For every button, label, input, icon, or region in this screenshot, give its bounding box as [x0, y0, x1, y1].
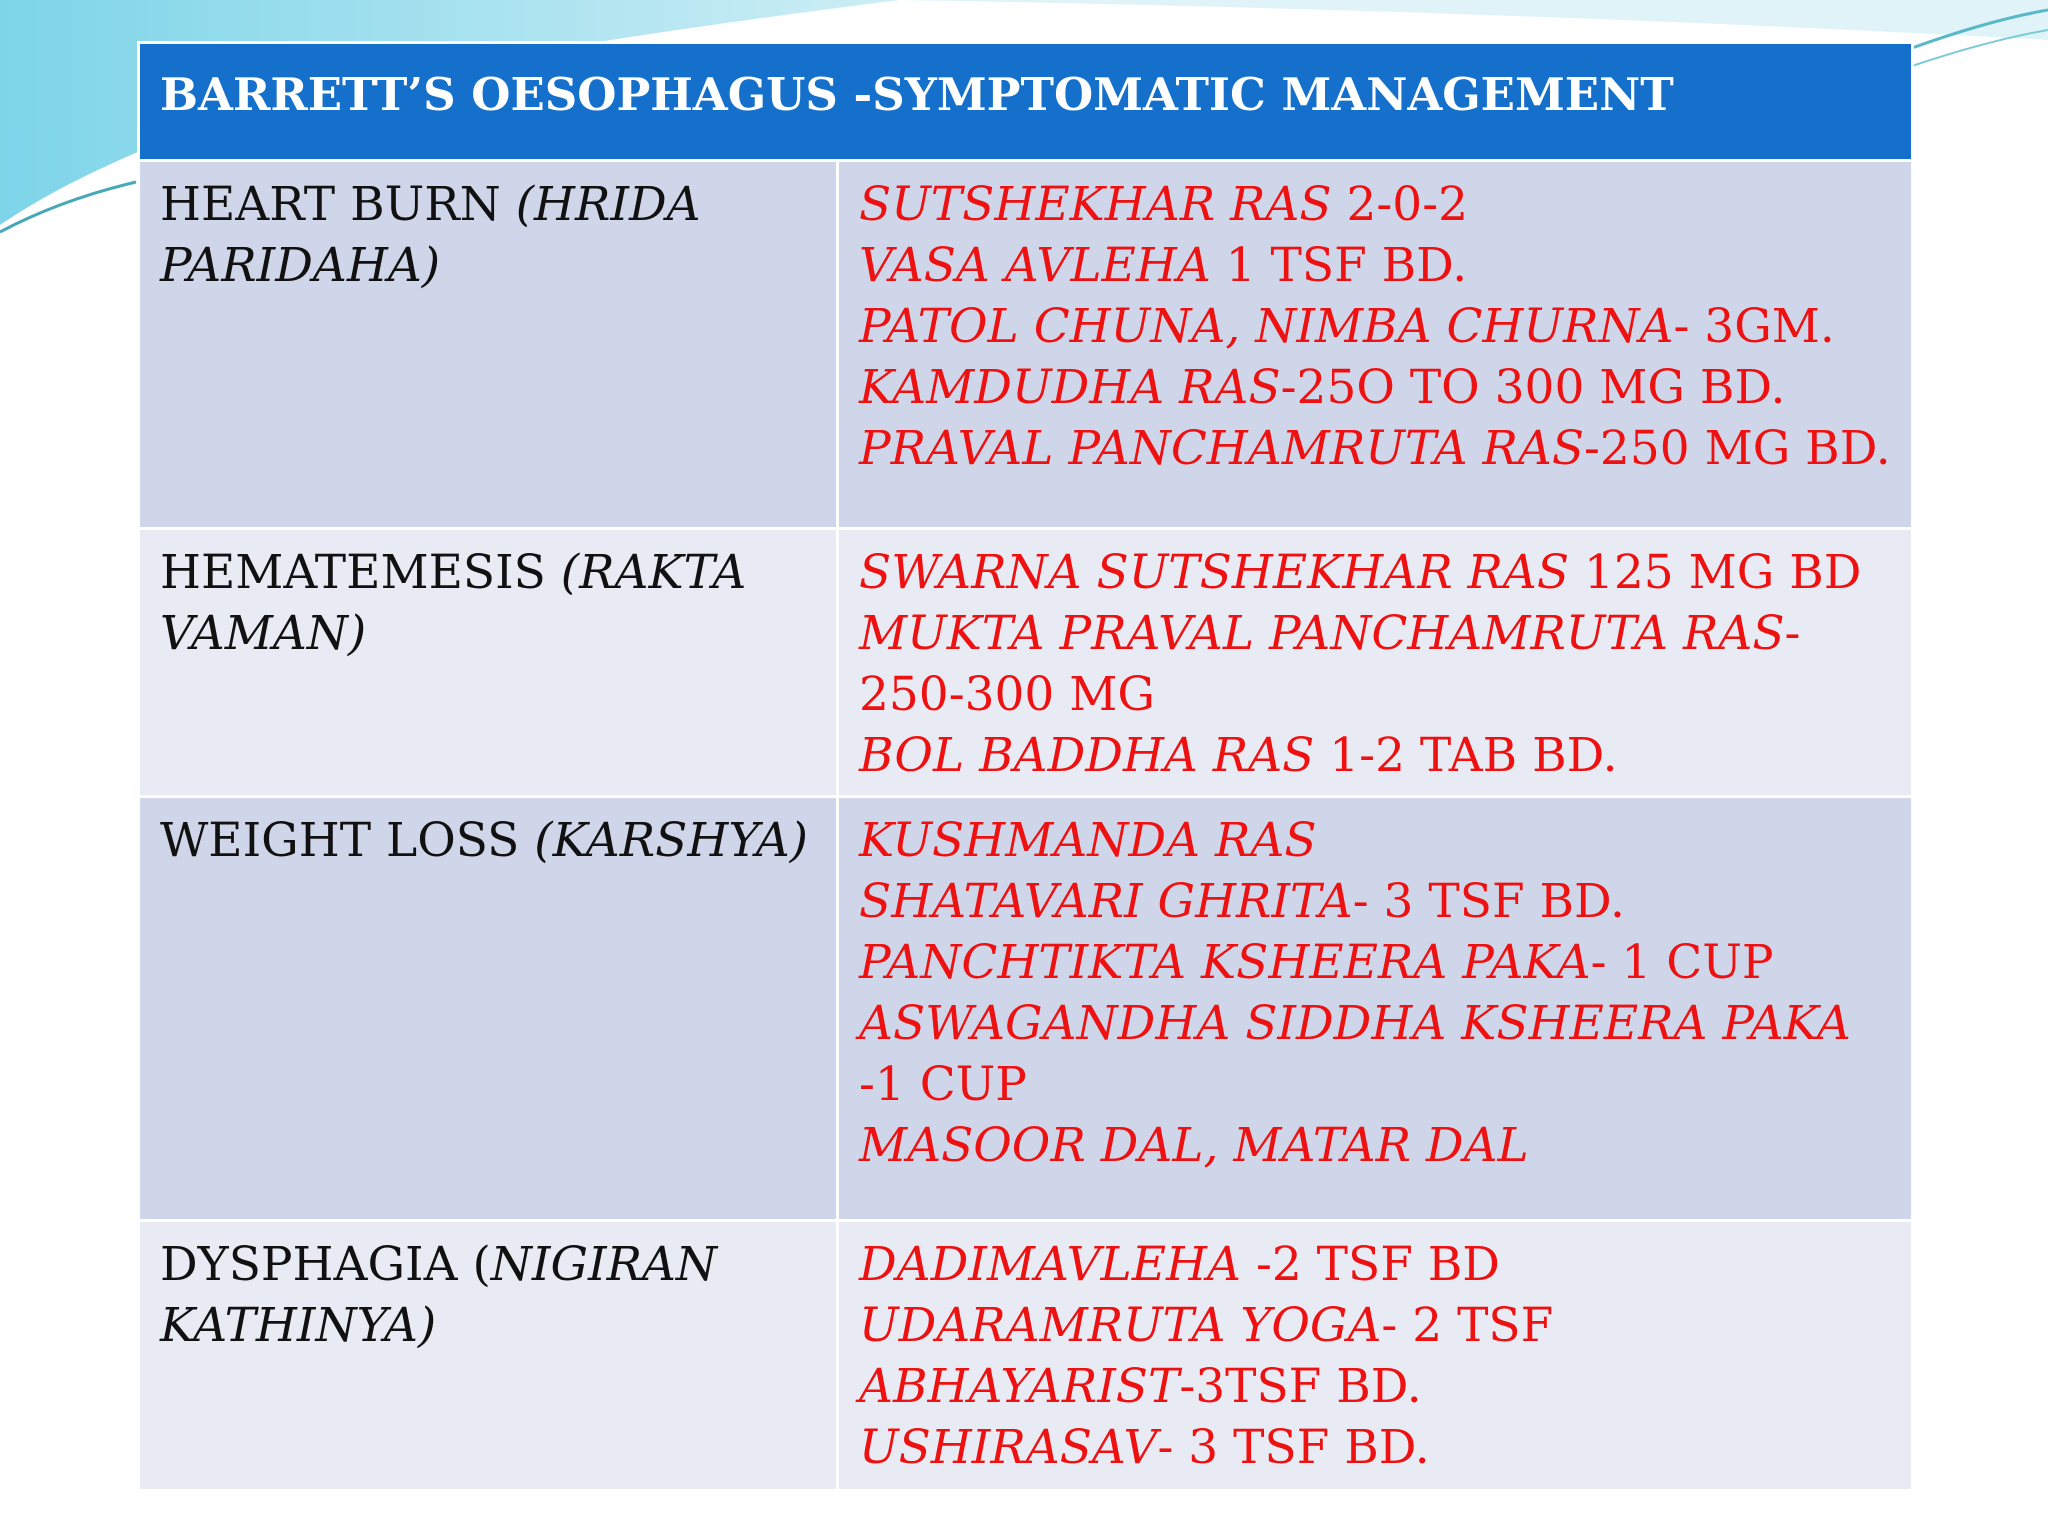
treatment-line: [859, 1234, 1893, 1295]
medicine-dose: 2-0-2: [1331, 177, 1468, 232]
treatment-line: [859, 1417, 1893, 1478]
medicine-name: SUTSHEKHAR RAS: [859, 177, 1332, 232]
treatment-line: [859, 810, 1893, 871]
treatment-line: [859, 418, 1893, 479]
medicine-dose: -25O TO 300 MG BD.: [1280, 360, 1786, 415]
symptom-cell: [139, 161, 838, 529]
treatment-line: [859, 296, 1893, 357]
treatment-cell: [838, 161, 1913, 529]
symptom-name: WEIGHT LOSS: [160, 813, 535, 868]
medicine-name: UDARAMRUTA YOGA: [859, 1298, 1382, 1353]
symptom-cell: [139, 797, 838, 1221]
medicine-name: USHIRASAV: [859, 1420, 1158, 1475]
treatment-line: [859, 542, 1893, 603]
treatment-line: [859, 357, 1893, 418]
table-row-dysphagia: [139, 1221, 1913, 1491]
medicine-dose: 1 TSF BD.: [1210, 238, 1468, 293]
medicine-name: MUKTA PRAVAL PANCHAMRUTA RAS: [859, 606, 1785, 661]
treatment-line: [859, 1295, 1893, 1356]
treatment-line: [859, 725, 1893, 786]
medicine-name: PATOL CHUNA, NIMBA CHURNA: [859, 299, 1674, 354]
treatment-cell: [838, 529, 1913, 797]
medicine-name: MASOOR DAL, MATAR DAL: [859, 1118, 1529, 1173]
medicine-name: ASWAGANDHA SIDDHA KSHEERA PAKA: [859, 996, 1851, 1051]
symptom-sanskrit: (HRIDA PARIDAHA): [160, 177, 701, 293]
medicine-name: SHATAVARI GHRITA: [859, 874, 1353, 929]
treatment-cell: [838, 797, 1913, 1221]
treatment-line: [859, 603, 1893, 725]
treatment-line: [859, 993, 1893, 1115]
light-wave-shape: [900, 0, 2048, 40]
symptom-sanskrit: NIGIRAN KATHINYA): [160, 1237, 718, 1353]
table-row-weight-loss: [139, 797, 1913, 1221]
medicine-dose: - 1 CUP: [1590, 935, 1774, 990]
medicine-dose: - 2 TSF: [1381, 1298, 1554, 1353]
symptom-cell: [139, 1221, 838, 1491]
medicine-name: ABHAYARIST: [859, 1359, 1180, 1414]
medicine-dose: -250 MG BD.: [1584, 421, 1891, 476]
medicine-dose: - 3 TSF BD.: [1157, 1420, 1430, 1475]
medicine-name: PANCHTIKTA KSHEERA PAKA: [859, 935, 1591, 990]
table-row-hematemesis: [139, 529, 1913, 797]
treatment-line: [859, 871, 1893, 932]
treatment-line: [859, 932, 1893, 993]
treatment-line: [859, 174, 1893, 235]
table-row-heartburn: [139, 161, 1913, 529]
medicine-name: PRAVAL PANCHAMRUTA RAS: [859, 421, 1585, 476]
medicine-name: BOL BADDHA RAS: [859, 728, 1315, 783]
medicine-dose: -1 CUP: [859, 1057, 1027, 1112]
treatment-cell: [838, 1221, 1913, 1491]
medicine-dose: -3TSF BD.: [1179, 1359, 1422, 1414]
symptom-name: DYSPHAGIA (: [160, 1237, 491, 1292]
symptom-sanskrit: (RAKTA VAMAN): [160, 545, 747, 661]
medicine-dose: -250-300 MG: [859, 606, 1801, 722]
symptom-name: HEMATEMESIS: [160, 545, 561, 600]
medicine-dose: 125 MG BD: [1569, 545, 1862, 600]
treatment-line: [859, 1356, 1893, 1417]
symptom-sanskrit: (KARSHYA): [534, 813, 808, 868]
treatment-line: [859, 235, 1893, 296]
medicine-dose: -2 TSF BD: [1241, 1237, 1500, 1292]
medicine-name: KUSHMANDA RAS: [859, 813, 1317, 868]
management-table: [137, 41, 1914, 1492]
symptom-cell: [139, 529, 838, 797]
medicine-dose: - 3GM.: [1673, 299, 1835, 354]
medicine-dose: - 3 TSF BD.: [1352, 874, 1625, 929]
medicine-name: SWARNA SUTSHEKHAR RAS: [859, 545, 1570, 600]
treatment-line: [859, 1115, 1893, 1176]
symptom-name: HEART BURN: [160, 177, 516, 232]
medicine-name: DADIMAVLEHA: [859, 1237, 1241, 1292]
medicine-dose: 1-2 TAB BD.: [1314, 728, 1618, 783]
medicine-name: VASA AVLEHA: [859, 238, 1211, 293]
medicine-name: KAMDUDHA RAS: [859, 360, 1281, 415]
slide-title: BARRETT’S OESOPHAGUS -SYMPTOMATIC MANAGEMENT: [139, 43, 1913, 161]
